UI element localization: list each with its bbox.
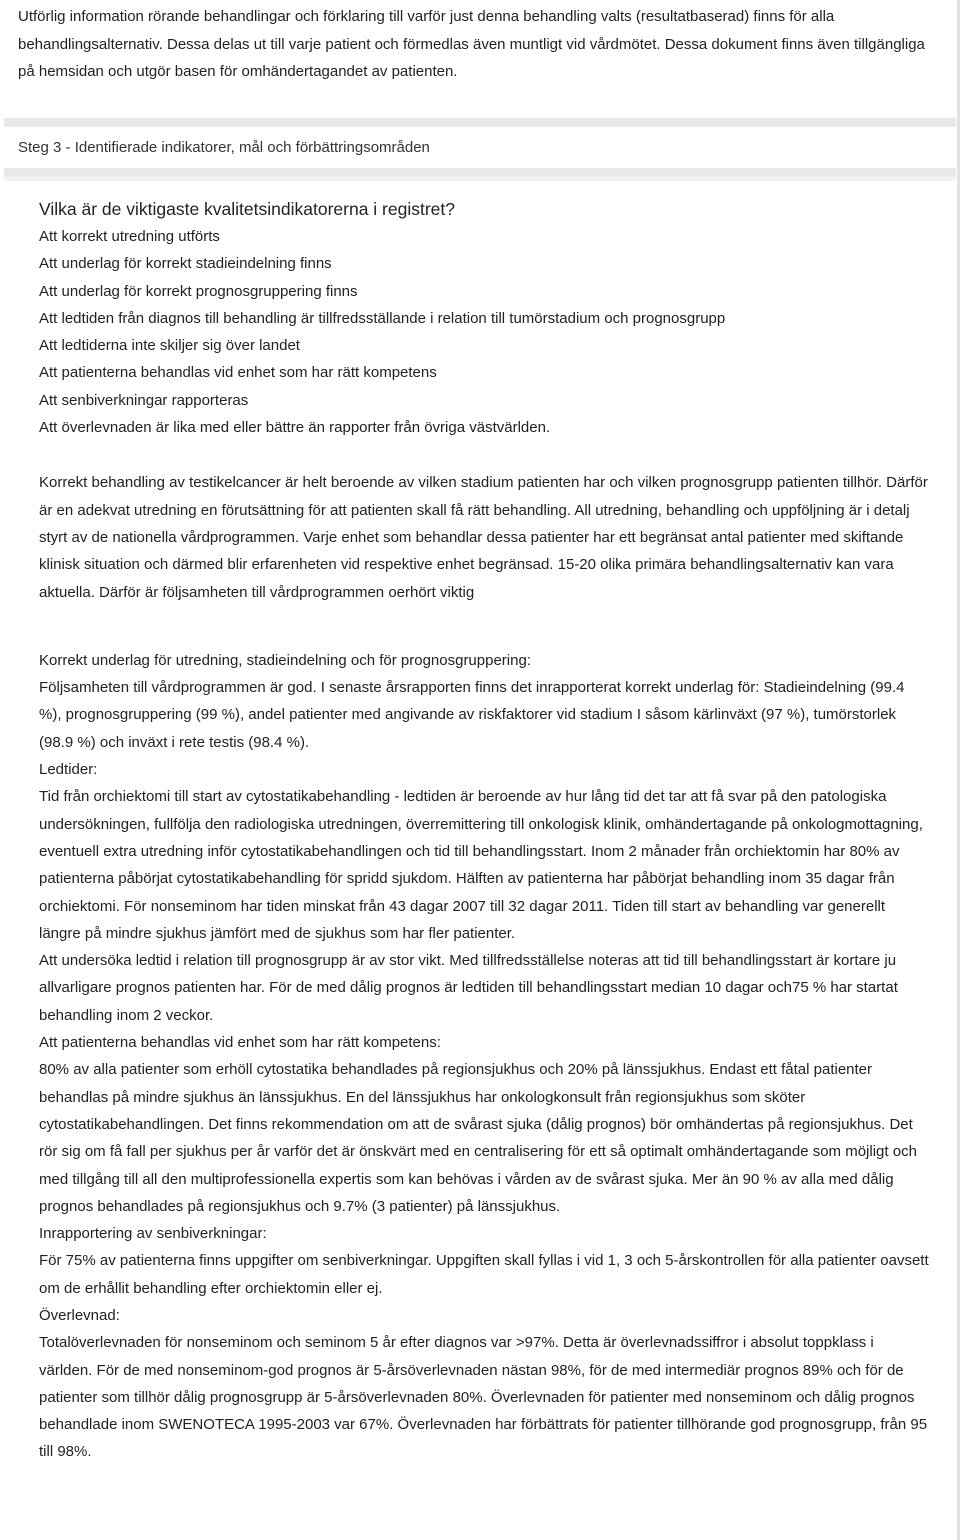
- list-item: Att underlag för korrekt prognosgruppering finns: [39, 282, 358, 300]
- overview-paragraph: Korrekt behandling av testikelcancer är helt beroende av vilken stadium patienten har och vilken prognosgrupp patienten tillhör. Därför är en adekvat utredning en förutsättning för att patienten skall få rätt behandling. All utredning, behandling och uppföljning är i detalj styrt av de nationella vårdprogrammen. Varje enhet som behandlar dessa patienter har ett begränsat antal patienter med skiftande klinisk situation och därmed blir erfarenheten vid respektive enhet begränsad. 15-20 olika primära behandlingsalternativ kan vara aktuella. Därför är följsamheten till vårdprogrammen oerhört viktig: [39, 474, 928, 601]
- section-title: Steg 3 - Identifierade indikatorer, mål och förbättringsområden: [18, 139, 430, 156]
- list-item: Att underlag för korrekt stadieindelning finns: [39, 255, 332, 273]
- detail-heading-kompetens: Att patienterna behandlas vid enhet som har rätt kompetens:: [39, 1034, 441, 1052]
- section-band-top: [4, 118, 956, 127]
- list-item: Att överlevnaden är lika med eller bättre än rapporter från övriga västvärlden.: [39, 419, 551, 437]
- detail-paragraph-overlevnad: Totalöverlevnaden för nonseminom och seminom 5 år efter diagnos var >97%. Detta är överlevnadssiffror i absolut toppklass i världen. För de med nonseminom-god prognos är 5-årsöverlevnaden nästan 98%, för de med intermediär prognos 89% och för de patienter som tillhör dålig prognosgrupp är 5-årsöverlevnaden 80%. Överlevnaden för patienter med nonseminom och dålig prognos behandlade inom SWENOTECA 1995-2003 var 67%. Överlevnaden har förbättrats för patienter tillhörande god prognosgrupp, från 95 till 98%.: [39, 1334, 928, 1461]
- detail-paragraph-prognosgrupp: Att undersöka ledtid i relation till prognosgrupp är av stor vikt. Med tillfredsställelse noteras att tid till behandlingsstart är kortare ju allvarligare prognos patienten har. För de med dålig prognos är ledtiden till behandlingsstart median 10 dagar och75 % har startat behandling inom 2 veckor.: [39, 952, 898, 1024]
- detail-paragraph-underlag: Följsamheten till vårdprogrammen är god. I senaste årsrapporten finns det inrapporterat korrekt underlag för: Stadieindelning (99.4 %), prognosgruppering (99 %), andel patienter med angivande av riskfaktorer vid stadium I såsom kärlinväxt (97 %), tumörstorlek (98.9 %) och inväxt i rete testis (98.4 %).: [39, 679, 905, 751]
- detail-heading-overlevnad: Överlevnad:: [39, 1306, 120, 1324]
- detail-paragraph-ledtider: Tid från orchiektomi till start av cytostatikabehandling - ledtiden är beroende av hur lång tid det tar att få svar på den patologiska undersökningen, fullfölja den radiologiska utredningen, överremittering till onkologisk klinik, omhändertagande på onkologmottagning, eventuell extra utredning inför cytostatikabehandlingen och tid till behandlingsstart. Inom 2 månader från orchiektomin har 80% av patienterna påbörjat cytostatikabehandling för spridd sjukdom. Hälften av patienterna har påbörjat behandling inom 35 dagar från orchiektomi. För nonseminom har tiden minskat från 43 dagar 2007 till 32 dagar 2011. Tiden till start av behandling var generellt längre på mindre sjukhus jämfört med de sjukhus som har fler patienter.: [39, 788, 923, 942]
- spacer: [39, 441, 929, 469]
- detail-heading-underlag: Korrekt underlag för utredning, stadieindelning och för prognosgruppering:: [39, 651, 531, 669]
- detail-heading-ledtider: Ledtider:: [39, 761, 98, 779]
- list-item: Att senbiverkningar rapporteras: [39, 391, 249, 409]
- indicator-list: [39, 223, 929, 441]
- section-band-shadow: [4, 176, 956, 181]
- list-item: Att patienterna behandlas vid enhet som har rätt kompetens: [39, 364, 437, 382]
- list-item: Att ledtiden från diagnos till behandling är tillfredsställande i relation till tumörstadium och prognosgrupp: [39, 309, 726, 327]
- question-heading: Vilka är de viktigaste kvalitetsindikatorerna i registret?: [39, 199, 455, 219]
- detail-paragraph-kompetens: 80% av alla patienter som erhöll cytostatika behandlades på regionsjukhus och 20% på länssjukhus. Endast ett fåtal patienter behandlas på mindre sjukhus än länssjukhus. En del länssjukhus har onkologkonsult från regionsjukhus som sköter cytostatikabehandlingen. Det finns rekommendation om att de svårast sjuka (dålig prognos) bör omhändertas på regionsjukhus. Det rör sig om få fall per sjukhus per år varför det är önskvärt med en centralisering för ett så optimalt omhändertagande som möjligt och med tillgång till all den multiprofessionella expertis som kan behövas i vården av de svårast sjuka. Mer än 90 % av alla med dålig prognos behandlades på regionsjukhus och 9.7% (3 patienter) på länssjukhus.: [39, 1061, 917, 1215]
- main-content: [39, 196, 929, 1466]
- spacer: [39, 606, 929, 647]
- detail-paragraph-senbiverkningar: För 75% av patienterna finns uppgifter om senbiverkningar. Uppgiften skall fyllas i vid 1, 3 och 5-årskontrollen för alla patienter oavsett om de erhållit behandling efter orchiektomin eller ej.: [39, 1252, 929, 1297]
- intro-paragraph: Utförlig information rörande behandlingar och förklaring till varför just denna behandling valts (resultatbaserad) finns för alla behandlingsalternativ. Dessa delas ut till varje patient och förmedlas även muntligt vid vårdmötet. Dessa dokument finns även tillgängliga på hemsidan och utgör basen för omhändertagandet av patienten.: [18, 8, 925, 80]
- list-item: Att korrekt utredning utförts: [39, 228, 220, 245]
- list-item: Att ledtiderna inte skiljer sig över landet: [39, 337, 300, 355]
- intro-block: [18, 3, 928, 86]
- detail-heading-senbiverkningar: Inrapportering av senbiverkningar:: [39, 1225, 267, 1243]
